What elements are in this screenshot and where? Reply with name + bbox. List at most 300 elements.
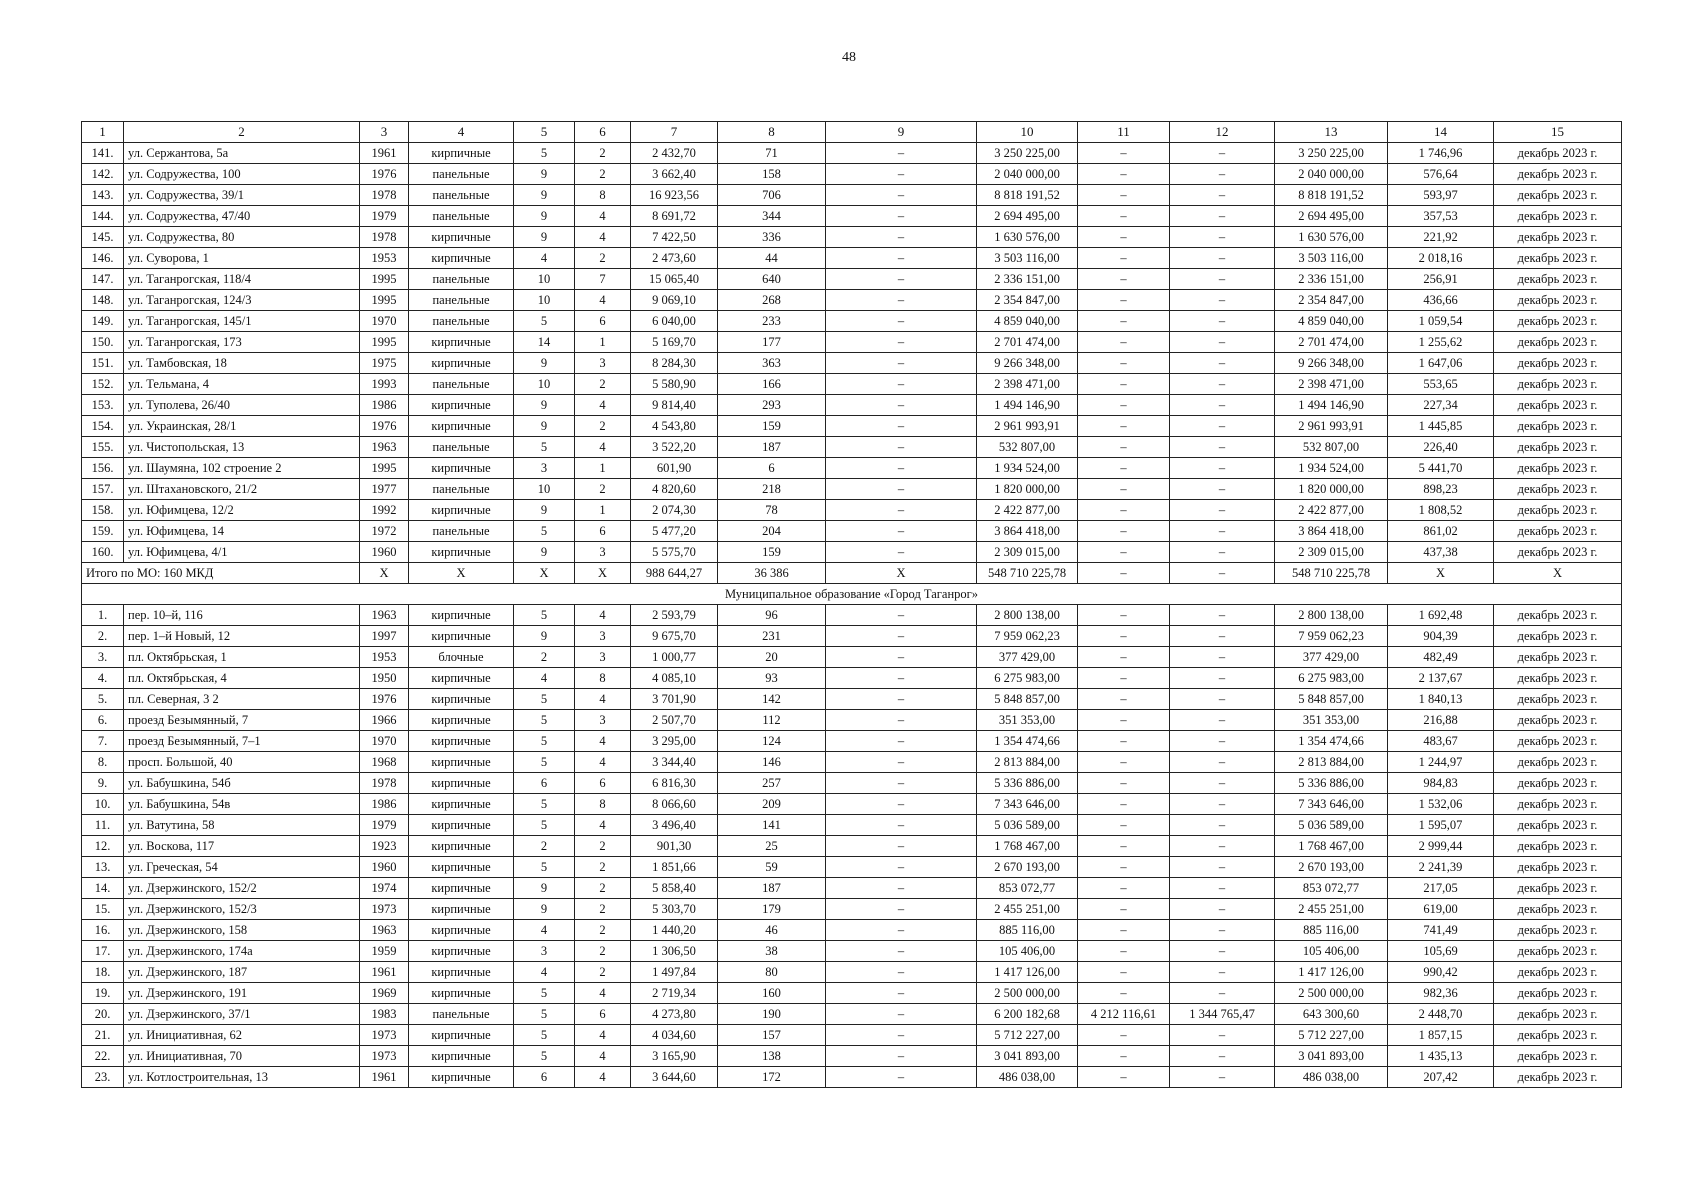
table-cell: 1976 xyxy=(360,164,409,185)
table-cell: 10 xyxy=(514,374,575,395)
table-row xyxy=(82,647,1622,668)
table-cell: 377 429,00 xyxy=(1275,647,1388,668)
table-cell: – xyxy=(1078,500,1170,521)
address-cell: ул. Содружества, 47/40 xyxy=(124,206,360,227)
table-cell: – xyxy=(1170,983,1275,1004)
table-row xyxy=(82,710,1622,731)
table-cell: 5 712 227,00 xyxy=(977,1025,1078,1046)
address-cell: пер. 1–й Новый, 12 xyxy=(124,626,360,647)
table-cell: 3 xyxy=(575,647,631,668)
table-cell: кирпичные xyxy=(409,626,514,647)
table-cell: 2 398 471,00 xyxy=(1275,374,1388,395)
address-cell: ул. Воскова, 117 xyxy=(124,836,360,857)
table-cell: декабрь 2023 г. xyxy=(1494,374,1622,395)
table-cell: 6 xyxy=(514,1067,575,1088)
table-cell: 1960 xyxy=(360,542,409,563)
column-header: 11 xyxy=(1078,122,1170,143)
table-cell: 4 820,60 xyxy=(631,479,718,500)
table-cell: 159 xyxy=(718,416,826,437)
address-cell: ул. Юфимцева, 12/2 xyxy=(124,500,360,521)
table-cell: кирпичные xyxy=(409,920,514,941)
address-cell: ул. Таганрогская, 118/4 xyxy=(124,269,360,290)
table-cell: – xyxy=(1170,836,1275,857)
table-cell: 3 864 418,00 xyxy=(1275,521,1388,542)
table-row xyxy=(82,164,1622,185)
table-row xyxy=(82,521,1622,542)
table-cell: – xyxy=(826,311,977,332)
table-cell: 483,67 xyxy=(1388,731,1494,752)
table-cell: 14 xyxy=(514,332,575,353)
table-cell: 8 284,30 xyxy=(631,353,718,374)
table-cell: 9 xyxy=(514,353,575,374)
table-cell: кирпичные xyxy=(409,227,514,248)
table-cell: 904,39 xyxy=(1388,626,1494,647)
column-header: 15 xyxy=(1494,122,1622,143)
table-cell: 1 692,48 xyxy=(1388,605,1494,626)
table-cell: 1995 xyxy=(360,269,409,290)
table-cell: 15 065,40 xyxy=(631,269,718,290)
table-cell: 204 xyxy=(718,521,826,542)
table-cell: – xyxy=(826,374,977,395)
table-cell: 6 xyxy=(514,773,575,794)
table-cell: – xyxy=(826,647,977,668)
address-cell: пл. Северная, 3 2 xyxy=(124,689,360,710)
table-cell: 2 473,60 xyxy=(631,248,718,269)
table-cell: 4 xyxy=(575,1046,631,1067)
table-cell: 363 xyxy=(718,353,826,374)
table-cell: 2 xyxy=(575,920,631,941)
table-cell: 2 593,79 xyxy=(631,605,718,626)
table-cell: 226,40 xyxy=(1388,437,1494,458)
table-cell: 172 xyxy=(718,1067,826,1088)
table-cell: 5 xyxy=(514,689,575,710)
table-cell: 1993 xyxy=(360,374,409,395)
table-cell: 4 xyxy=(575,206,631,227)
table-cell: 2 354 847,00 xyxy=(1275,290,1388,311)
table-cell: – xyxy=(1078,458,1170,479)
table-cell: 2 961 993,91 xyxy=(977,416,1078,437)
table-cell: 11. xyxy=(82,815,124,836)
table-cell: 124 xyxy=(718,731,826,752)
table-row xyxy=(82,920,1622,941)
table-cell: декабрь 2023 г. xyxy=(1494,248,1622,269)
table-cell: 2 xyxy=(575,374,631,395)
table-cell: 159. xyxy=(82,521,124,542)
total-cell: – xyxy=(1078,563,1170,584)
table-cell: панельные xyxy=(409,374,514,395)
table-cell: 351 353,00 xyxy=(977,710,1078,731)
table-cell: 179 xyxy=(718,899,826,920)
table-cell: 486 038,00 xyxy=(977,1067,1078,1088)
table-cell: 2 694 495,00 xyxy=(977,206,1078,227)
address-cell: ул. Тельмана, 4 xyxy=(124,374,360,395)
section-title: Муниципальное образование «Город Таганрог» xyxy=(82,584,1622,605)
table-cell: – xyxy=(1078,542,1170,563)
table-row xyxy=(82,983,1622,1004)
table-row xyxy=(82,332,1622,353)
table-cell: 9 814,40 xyxy=(631,395,718,416)
table-cell: панельные xyxy=(409,269,514,290)
column-header: 2 xyxy=(124,122,360,143)
table-cell: декабрь 2023 г. xyxy=(1494,941,1622,962)
table-cell: 9 266 348,00 xyxy=(977,353,1078,374)
table-cell: декабрь 2023 г. xyxy=(1494,668,1622,689)
table-cell: – xyxy=(1170,878,1275,899)
table-cell: 5 xyxy=(514,815,575,836)
table-cell: 12. xyxy=(82,836,124,857)
table-cell: 4 212 116,61 xyxy=(1078,1004,1170,1025)
table-cell: 1978 xyxy=(360,773,409,794)
table-cell: 3 165,90 xyxy=(631,1046,718,1067)
column-header: 6 xyxy=(575,122,631,143)
table-cell: 1963 xyxy=(360,920,409,941)
table-cell: 2 xyxy=(575,164,631,185)
table-cell: – xyxy=(1170,1046,1275,1067)
table-cell: 4 273,80 xyxy=(631,1004,718,1025)
table-cell: – xyxy=(1170,731,1275,752)
table-cell: декабрь 2023 г. xyxy=(1494,416,1622,437)
table-cell: декабрь 2023 г. xyxy=(1494,626,1622,647)
address-cell: ул. Греческая, 54 xyxy=(124,857,360,878)
table-cell: – xyxy=(826,920,977,941)
table-cell: – xyxy=(826,458,977,479)
table-cell: – xyxy=(1078,773,1170,794)
housing-table xyxy=(81,121,1622,1088)
table-cell: 1961 xyxy=(360,962,409,983)
table-cell: 3 041 893,00 xyxy=(977,1046,1078,1067)
table-cell: 1 354 474,66 xyxy=(1275,731,1388,752)
table-cell: 1979 xyxy=(360,815,409,836)
table-cell: 1. xyxy=(82,605,124,626)
table-cell: 6 040,00 xyxy=(631,311,718,332)
table-cell: 2 309 015,00 xyxy=(977,542,1078,563)
table-cell: – xyxy=(826,416,977,437)
table-cell: 7 343 646,00 xyxy=(977,794,1078,815)
table-cell: – xyxy=(1170,374,1275,395)
table-cell: 9 266 348,00 xyxy=(1275,353,1388,374)
table-cell: – xyxy=(826,773,977,794)
table-cell: 2 701 474,00 xyxy=(1275,332,1388,353)
table-cell: 8 818 191,52 xyxy=(1275,185,1388,206)
table-cell: – xyxy=(1078,1025,1170,1046)
table-cell: 1 417 126,00 xyxy=(1275,962,1388,983)
table-cell: 6 xyxy=(575,521,631,542)
table-row xyxy=(82,899,1622,920)
table-cell: 706 xyxy=(718,185,826,206)
table-cell: – xyxy=(826,689,977,710)
table-cell: 1963 xyxy=(360,437,409,458)
table-cell: 1995 xyxy=(360,458,409,479)
table-cell: 1970 xyxy=(360,731,409,752)
table-cell: 2 040 000,00 xyxy=(977,164,1078,185)
table-cell: 1 344 765,47 xyxy=(1170,1004,1275,1025)
table-cell: 207,42 xyxy=(1388,1067,1494,1088)
table-cell: 1 820 000,00 xyxy=(977,479,1078,500)
table-cell: – xyxy=(1170,290,1275,311)
table-cell: 1975 xyxy=(360,353,409,374)
table-cell: панельные xyxy=(409,206,514,227)
table-cell: – xyxy=(1170,437,1275,458)
table-cell: 1 059,54 xyxy=(1388,311,1494,332)
address-cell: ул. Инициативная, 70 xyxy=(124,1046,360,1067)
table-row xyxy=(82,1004,1622,1025)
table-row xyxy=(82,311,1622,332)
table-cell: 1977 xyxy=(360,479,409,500)
column-header: 3 xyxy=(360,122,409,143)
table-cell: 13. xyxy=(82,857,124,878)
table-cell: панельные xyxy=(409,185,514,206)
table-cell: 1 820 000,00 xyxy=(1275,479,1388,500)
table-cell: декабрь 2023 г. xyxy=(1494,752,1622,773)
table-cell: 344 xyxy=(718,206,826,227)
table-row xyxy=(82,206,1622,227)
table-cell: кирпичные xyxy=(409,143,514,164)
table-cell: 1973 xyxy=(360,1025,409,1046)
table-cell: декабрь 2023 г. xyxy=(1494,185,1622,206)
table-cell: 144. xyxy=(82,206,124,227)
table-cell: – xyxy=(1078,353,1170,374)
table-cell: декабрь 2023 г. xyxy=(1494,794,1622,815)
table-cell: – xyxy=(1170,710,1275,731)
table-cell: 1 746,96 xyxy=(1388,143,1494,164)
table-cell: кирпичные xyxy=(409,332,514,353)
address-cell: ул. Дзержинского, 37/1 xyxy=(124,1004,360,1025)
table-cell: 233 xyxy=(718,311,826,332)
table-cell: кирпичные xyxy=(409,458,514,479)
table-cell: 2 432,70 xyxy=(631,143,718,164)
table-cell: 3 344,40 xyxy=(631,752,718,773)
table-cell: кирпичные xyxy=(409,416,514,437)
table-cell: 5 712 227,00 xyxy=(1275,1025,1388,1046)
table-cell: – xyxy=(826,941,977,962)
table-cell: 2 xyxy=(575,878,631,899)
table-cell: декабрь 2023 г. xyxy=(1494,311,1622,332)
table-cell: 2 137,67 xyxy=(1388,668,1494,689)
table-cell: 3 041 893,00 xyxy=(1275,1046,1388,1067)
table-row xyxy=(82,731,1622,752)
column-header: 1 xyxy=(82,122,124,143)
table-cell: декабрь 2023 г. xyxy=(1494,857,1622,878)
table-cell: – xyxy=(1078,437,1170,458)
table-row xyxy=(82,290,1622,311)
table-cell: 5 169,70 xyxy=(631,332,718,353)
table-cell: 80 xyxy=(718,962,826,983)
table-cell: 71 xyxy=(718,143,826,164)
table-cell: кирпичные xyxy=(409,836,514,857)
table-cell: 6 xyxy=(718,458,826,479)
table-cell: декабрь 2023 г. xyxy=(1494,269,1622,290)
table-cell: декабрь 2023 г. xyxy=(1494,773,1622,794)
table-cell: – xyxy=(826,164,977,185)
header-row xyxy=(82,122,1622,143)
total-cell: X xyxy=(826,563,977,584)
table-cell: – xyxy=(1170,920,1275,941)
table-cell: декабрь 2023 г. xyxy=(1494,815,1622,836)
table-cell: кирпичные xyxy=(409,962,514,983)
table-cell: 9 xyxy=(514,416,575,437)
table-cell: 177 xyxy=(718,332,826,353)
table-cell: кирпичные xyxy=(409,857,514,878)
table-cell: кирпичные xyxy=(409,878,514,899)
total-cell: – xyxy=(1170,563,1275,584)
table-cell: 21. xyxy=(82,1025,124,1046)
table-cell: 5 303,70 xyxy=(631,899,718,920)
table-cell: – xyxy=(1170,164,1275,185)
table-cell: 336 xyxy=(718,227,826,248)
table-cell: 2 800 138,00 xyxy=(977,605,1078,626)
table-cell: декабрь 2023 г. xyxy=(1494,878,1622,899)
table-cell: – xyxy=(1078,332,1170,353)
table-cell: 293 xyxy=(718,395,826,416)
table-cell: 2 670 193,00 xyxy=(1275,857,1388,878)
table-cell: 4 085,10 xyxy=(631,668,718,689)
table-cell: – xyxy=(1078,479,1170,500)
table-cell: 5 xyxy=(514,143,575,164)
table-cell: – xyxy=(826,185,977,206)
table-cell: – xyxy=(1170,143,1275,164)
table-cell: 154. xyxy=(82,416,124,437)
table-row xyxy=(82,395,1622,416)
table-cell: кирпичные xyxy=(409,1025,514,1046)
table-row xyxy=(82,269,1622,290)
table-cell: 5 848 857,00 xyxy=(977,689,1078,710)
table-cell: 2 xyxy=(575,143,631,164)
address-cell: ул. Дзержинского, 152/3 xyxy=(124,899,360,920)
table-cell: 1 934 524,00 xyxy=(1275,458,1388,479)
table-cell: 1986 xyxy=(360,395,409,416)
table-cell: – xyxy=(1170,500,1275,521)
table-cell: 19. xyxy=(82,983,124,1004)
table-cell: кирпичные xyxy=(409,752,514,773)
table-cell: 1 630 576,00 xyxy=(1275,227,1388,248)
table-cell: 1961 xyxy=(360,143,409,164)
table-cell: 593,97 xyxy=(1388,185,1494,206)
table-cell: – xyxy=(1078,857,1170,878)
column-header: 7 xyxy=(631,122,718,143)
table-cell: панельные xyxy=(409,164,514,185)
table-cell: 6 xyxy=(575,311,631,332)
table-cell: – xyxy=(1078,815,1170,836)
table-cell: декабрь 2023 г. xyxy=(1494,206,1622,227)
table-cell: 16. xyxy=(82,920,124,941)
address-cell: ул. Содружества, 39/1 xyxy=(124,185,360,206)
table-cell: 4 xyxy=(575,605,631,626)
table-cell: 437,38 xyxy=(1388,542,1494,563)
table-cell: декабрь 2023 г. xyxy=(1494,647,1622,668)
table-cell: 1950 xyxy=(360,668,409,689)
table-cell: – xyxy=(826,794,977,815)
table-cell: 2 398 471,00 xyxy=(977,374,1078,395)
table-cell: 1 595,07 xyxy=(1388,815,1494,836)
table-cell: 553,65 xyxy=(1388,374,1494,395)
table-cell: 146. xyxy=(82,248,124,269)
table-cell: – xyxy=(1170,458,1275,479)
table-cell: 1973 xyxy=(360,1046,409,1067)
table-cell: 187 xyxy=(718,437,826,458)
table-cell: 1 857,15 xyxy=(1388,1025,1494,1046)
table-cell: 532 807,00 xyxy=(977,437,1078,458)
table-row xyxy=(82,1025,1622,1046)
table-row xyxy=(82,941,1622,962)
table-cell: 853 072,77 xyxy=(977,878,1078,899)
table-cell: 2 018,16 xyxy=(1388,248,1494,269)
table-cell: 2 336 151,00 xyxy=(1275,269,1388,290)
table-cell: – xyxy=(1078,290,1170,311)
table-cell: 1 244,97 xyxy=(1388,752,1494,773)
table-cell: – xyxy=(826,395,977,416)
table-cell: – xyxy=(1170,479,1275,500)
table-row xyxy=(82,605,1622,626)
table-cell: 7 422,50 xyxy=(631,227,718,248)
table-cell: декабрь 2023 г. xyxy=(1494,332,1622,353)
table-cell: – xyxy=(1078,626,1170,647)
address-cell: ул. Суворова, 1 xyxy=(124,248,360,269)
table-cell: 3 701,90 xyxy=(631,689,718,710)
table-cell: – xyxy=(1170,269,1275,290)
table-cell: 142. xyxy=(82,164,124,185)
table-cell: 138 xyxy=(718,1046,826,1067)
table-cell: 576,64 xyxy=(1388,164,1494,185)
table-row xyxy=(82,374,1622,395)
table-cell: 153. xyxy=(82,395,124,416)
table-cell: 146 xyxy=(718,752,826,773)
table-cell: декабрь 2023 г. xyxy=(1494,395,1622,416)
table-cell: 3 250 225,00 xyxy=(1275,143,1388,164)
table-cell: 2 500 000,00 xyxy=(1275,983,1388,1004)
table-cell: 15. xyxy=(82,899,124,920)
table-cell: 5 xyxy=(514,983,575,1004)
table-cell: 5 xyxy=(514,752,575,773)
table-cell: 3 662,40 xyxy=(631,164,718,185)
table-cell: 155. xyxy=(82,437,124,458)
table-cell: 990,42 xyxy=(1388,962,1494,983)
table-cell: 640 xyxy=(718,269,826,290)
table-cell: декабрь 2023 г. xyxy=(1494,542,1622,563)
table-cell: 4 xyxy=(575,983,631,1004)
table-cell: 152. xyxy=(82,374,124,395)
table-cell: 105 406,00 xyxy=(1275,941,1388,962)
table-cell: кирпичные xyxy=(409,395,514,416)
table-row xyxy=(82,416,1622,437)
table-cell: – xyxy=(1170,185,1275,206)
table-cell: – xyxy=(1170,227,1275,248)
table-cell: 156. xyxy=(82,458,124,479)
table-cell: 142 xyxy=(718,689,826,710)
table-cell: кирпичные xyxy=(409,731,514,752)
table-cell: 1 840,13 xyxy=(1388,689,1494,710)
table-cell: 2 813 884,00 xyxy=(1275,752,1388,773)
table-cell: – xyxy=(826,227,977,248)
table-cell: – xyxy=(1078,689,1170,710)
table-cell: панельные xyxy=(409,437,514,458)
table-cell: 4 xyxy=(514,248,575,269)
table-cell: 160 xyxy=(718,983,826,1004)
table-cell: 2 999,44 xyxy=(1388,836,1494,857)
table-row xyxy=(82,458,1622,479)
table-cell: 4 xyxy=(575,1025,631,1046)
table-cell: 861,02 xyxy=(1388,521,1494,542)
table-cell: – xyxy=(1078,962,1170,983)
table-cell: – xyxy=(826,542,977,563)
table-cell: – xyxy=(826,626,977,647)
address-cell: пер. 10–й, 116 xyxy=(124,605,360,626)
table-cell: декабрь 2023 г. xyxy=(1494,437,1622,458)
table-cell: декабрь 2023 г. xyxy=(1494,143,1622,164)
table-cell: 1 xyxy=(575,332,631,353)
table-cell: 216,88 xyxy=(1388,710,1494,731)
table-cell: – xyxy=(826,206,977,227)
table-cell: 217,05 xyxy=(1388,878,1494,899)
